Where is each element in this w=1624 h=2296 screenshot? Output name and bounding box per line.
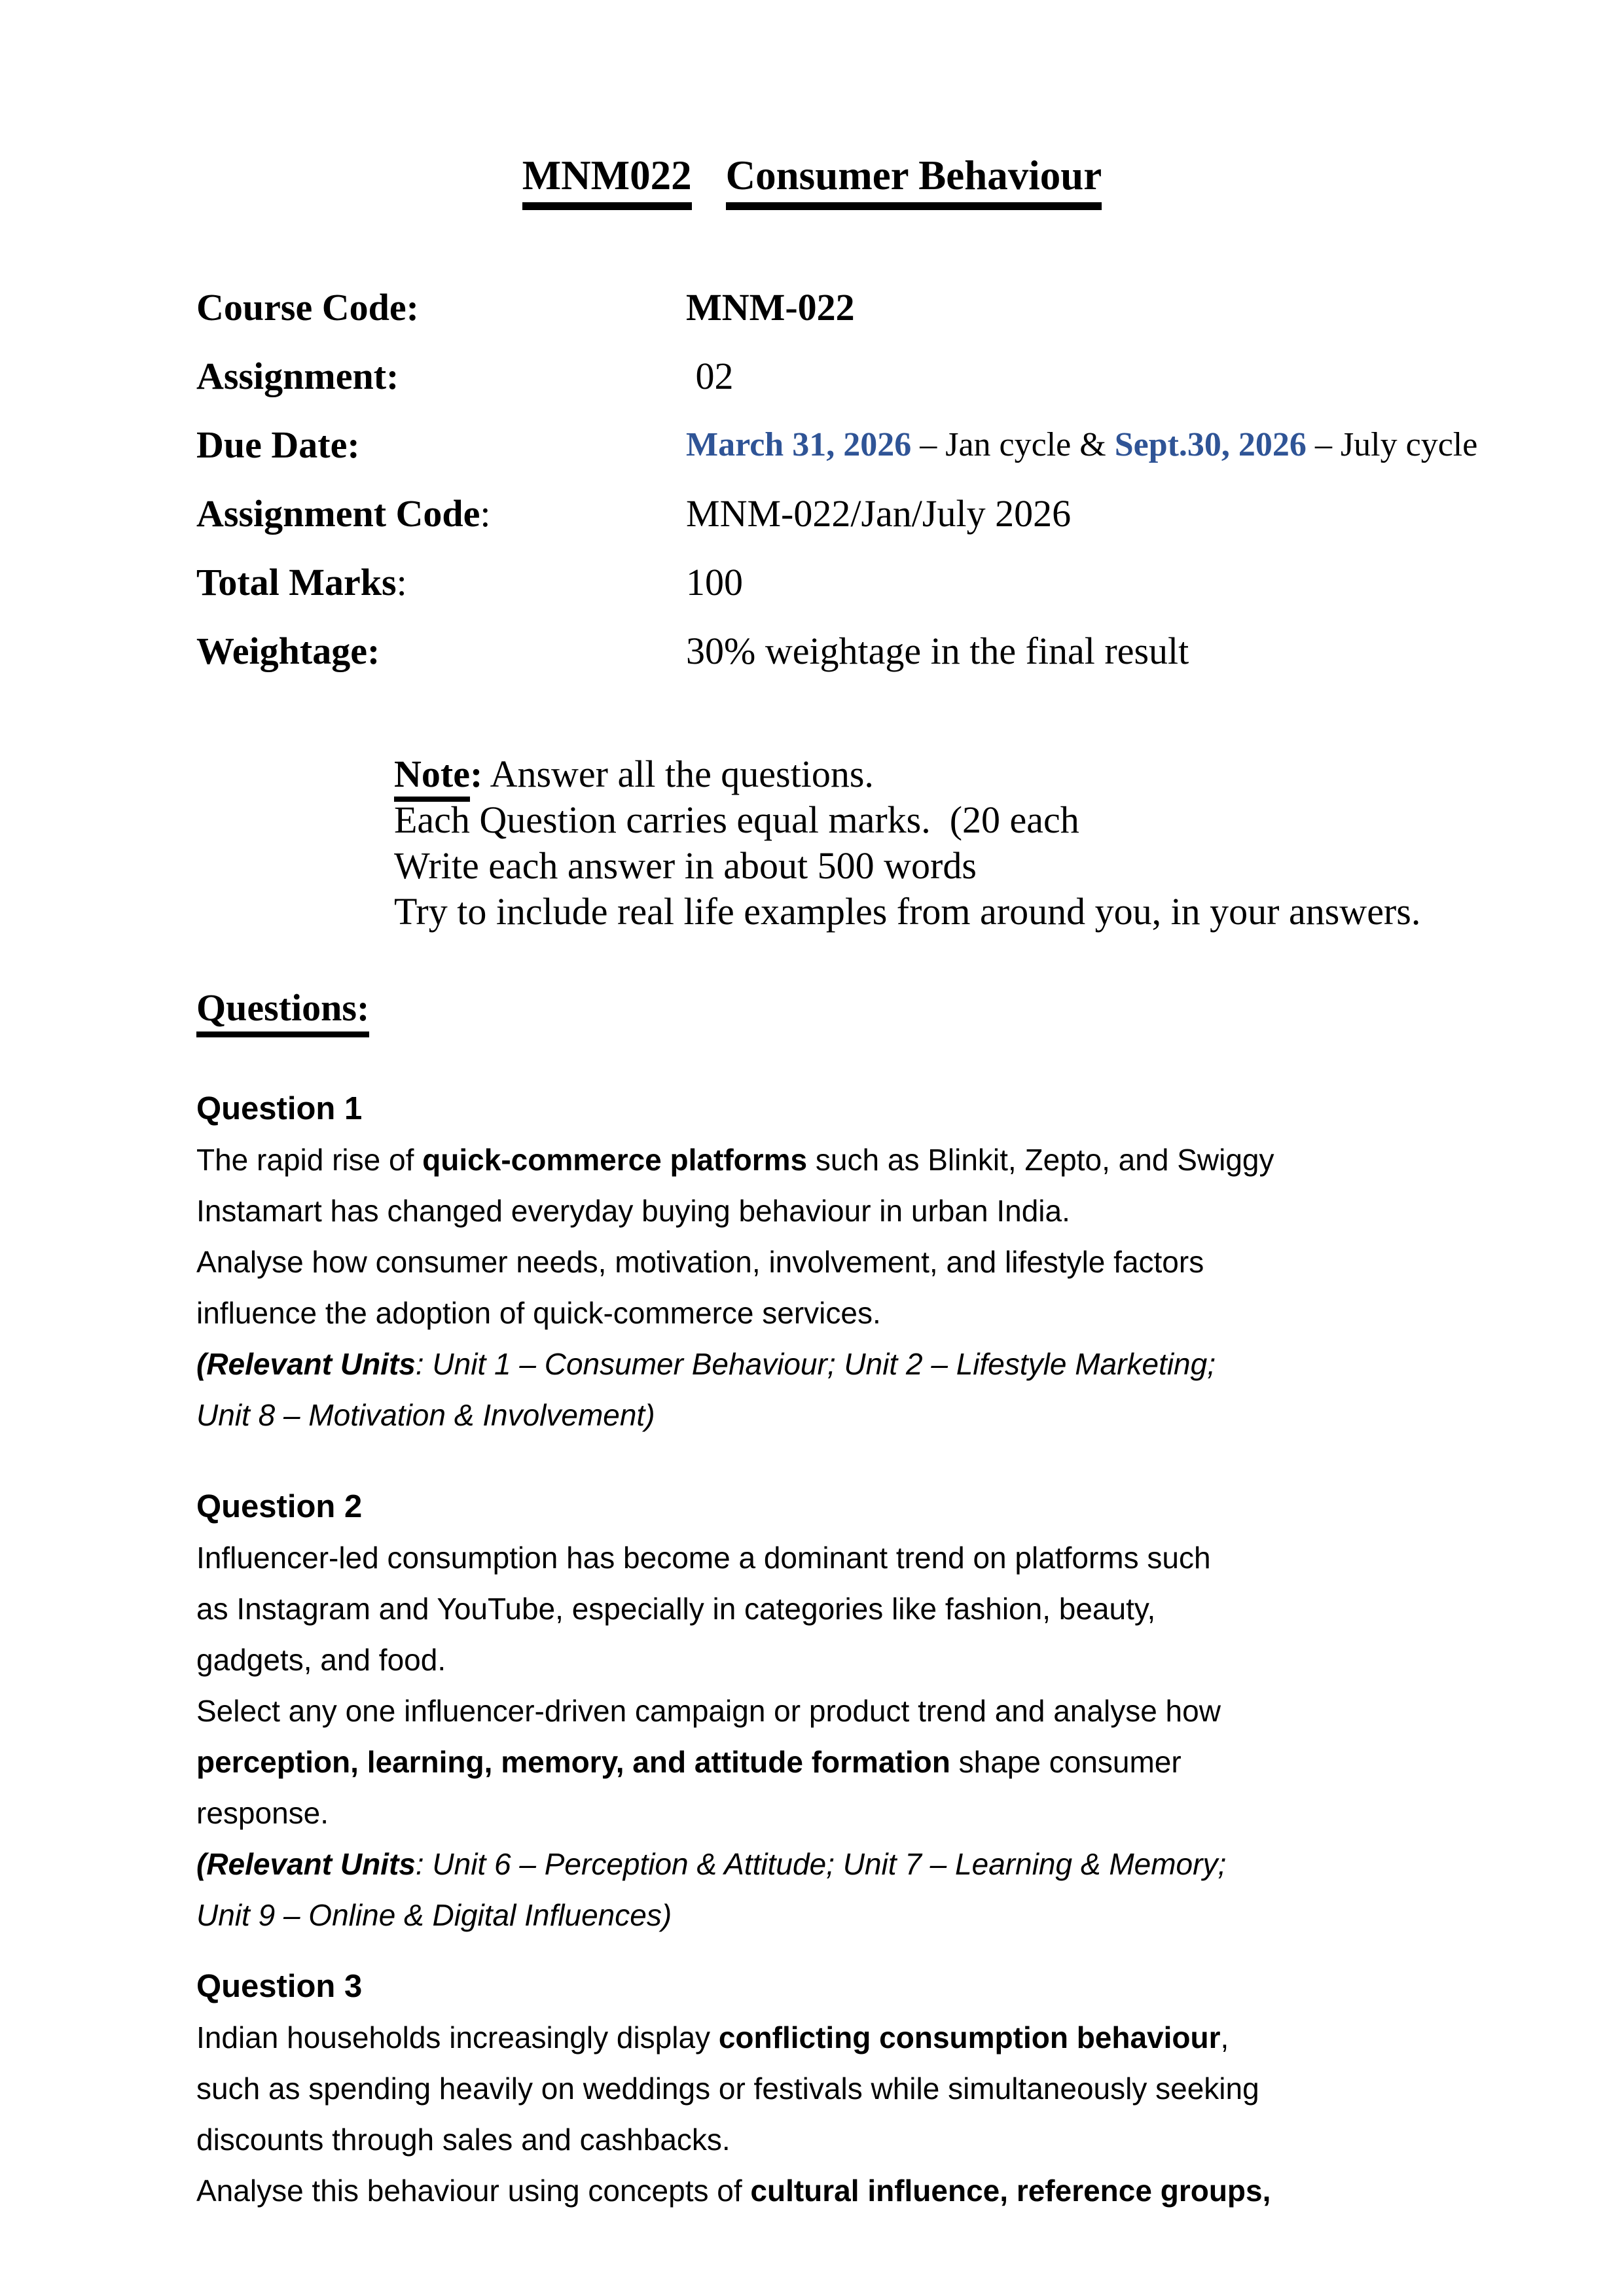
question-line [196,2012,1271,2063]
question-line [196,2063,1271,2114]
question-1 [196,1083,1274,1441]
question-line [196,1338,1274,1390]
text-segment: gadgets, and food. [196,1643,446,1677]
text-segment: 100 [686,561,743,603]
text-segment: Try to include real life examples from around you, in your answers. [394,890,1421,933]
note-line [394,797,1420,843]
detail-row [196,424,1545,493]
question-line [196,1236,1274,1287]
text-segment: Sept.30, 2026 [1114,426,1307,463]
text-segment: : Unit 1 – Consumer Behaviour; Unit 2 – Lifestyle Marketing; [415,1347,1216,1381]
question-line [196,2114,1271,2165]
text-segment: (Relevant Units [196,1347,416,1381]
text-segment: response. [196,1796,329,1830]
detail-label [196,424,686,466]
question-heading: Question 1 [196,1091,363,1126]
detail-value [686,562,1545,603]
course-details [196,287,1545,699]
question-line [196,1532,1226,1583]
question-line [196,1685,1226,1736]
question-line [196,1390,1274,1441]
text-segment: Assignment Code [196,492,480,535]
text-segment: Each Question carries equal marks. (20 each [394,798,1079,841]
detail-value [686,630,1545,672]
text-segment: quick-commerce platforms [422,1143,808,1177]
text-segment: Course Code: [196,286,419,329]
question-line [196,1134,1274,1185]
text-segment: Select any one influencer-driven campaign or product trend and analyse how [196,1694,1221,1728]
detail-label [196,355,686,397]
question-line [196,1890,1226,1941]
text-segment: : [480,492,491,535]
text-segment: shape consumer [950,1745,1182,1779]
detail-label [196,562,686,603]
text-segment: March 31, 2026 [686,426,912,463]
question-line [196,1583,1226,1634]
note-line [394,751,1420,797]
detail-label [196,493,686,535]
note-line [394,843,1420,889]
text-segment: : [396,561,407,603]
question-line [196,2165,1271,2216]
text-segment: such as Blinkit, Zepto, and Swiggy [807,1143,1274,1177]
detail-value [686,493,1545,535]
text-segment: such as spending heavily on weddings or festivals while simultaneously seeking [196,2072,1259,2106]
text-segment: MNM-022 [686,286,855,329]
text-segment: perception, learning, memory, and attitude formation [196,1745,950,1779]
text-segment: (Relevant Units [196,1847,416,1881]
text-segment: The rapid rise of [196,1143,423,1177]
text-segment: conflicting consumption behaviour [718,2020,1221,2054]
question-line [196,1787,1226,1839]
text-segment: Weightage: [196,630,380,672]
text-segment: Due Date: [196,423,360,466]
text-segment: as Instagram and YouTube, especially in categories like fashion, beauty, [196,1592,1156,1626]
questions-heading [196,986,369,1037]
text-segment: cultural influence, reference groups, [750,2174,1271,2208]
text-segment: 30% weightage in the final result [686,630,1189,672]
question-line [196,1287,1274,1338]
question-line [196,1185,1274,1236]
question-line [196,1839,1226,1890]
text-segment: Assignment: [196,355,399,397]
detail-row [196,630,1545,699]
detail-value [686,287,1545,329]
question-line [196,1634,1226,1685]
detail-value [686,424,1545,466]
note-block [394,751,1420,935]
text-segment: – Jan cycle & [911,426,1115,463]
text-segment: : [469,753,483,795]
questions-heading-text: Questions: [196,986,369,1037]
detail-row [196,493,1545,562]
text-segment: influence the adoption of quick-commerce services. [196,1296,881,1330]
text-segment: Answer all the questions. [482,753,874,795]
text-segment: Influencer-led consumption has become a dominant trend on platforms such [196,1541,1211,1575]
detail-row [196,355,1545,424]
text-segment: – July cycle [1306,426,1478,463]
title-segment: MNM022 [522,153,692,210]
question-heading: Question 2 [196,1489,363,1524]
text-segment: : Unit 6 – Perception & Attitude; Unit 7 – Learning & Memory; [415,1847,1227,1881]
question-line [196,1736,1226,1787]
text-segment: Total Marks [196,561,397,603]
question-2 [196,1481,1226,1941]
detail-row [196,562,1545,630]
text-segment: 02 [686,355,734,397]
detail-label [196,287,686,329]
text-segment: Analyse how consumer needs, motivation, involvement, and lifestyle factors [196,1245,1204,1279]
detail-label [196,630,686,672]
text-segment: Unit 9 – Online & Digital Influences) [196,1898,672,1932]
text-segment: discounts through sales and cashbacks. [196,2123,731,2157]
text-segment: MNM-022/Jan/July 2026 [686,492,1072,535]
text-segment: Write each answer in about 500 words [394,844,977,887]
detail-row [196,287,1545,355]
text-segment: Unit 8 – Motivation & Involvement) [196,1398,655,1432]
text-segment: Note [394,753,470,802]
text-segment: Instamart has changed everyday buying behaviour in urban India. [196,1194,1070,1228]
document-title [0,153,1624,210]
text-segment: Analyse this behaviour using concepts of [196,2174,751,2208]
text-segment: , [1220,2020,1229,2054]
text-segment: Indian households increasingly display [196,2020,719,2054]
detail-value [686,355,1545,397]
question-3 [196,1961,1271,2216]
question-heading: Question 3 [196,1969,363,2004]
title-segment: Consumer Behaviour [726,153,1102,210]
note-line [394,889,1420,935]
